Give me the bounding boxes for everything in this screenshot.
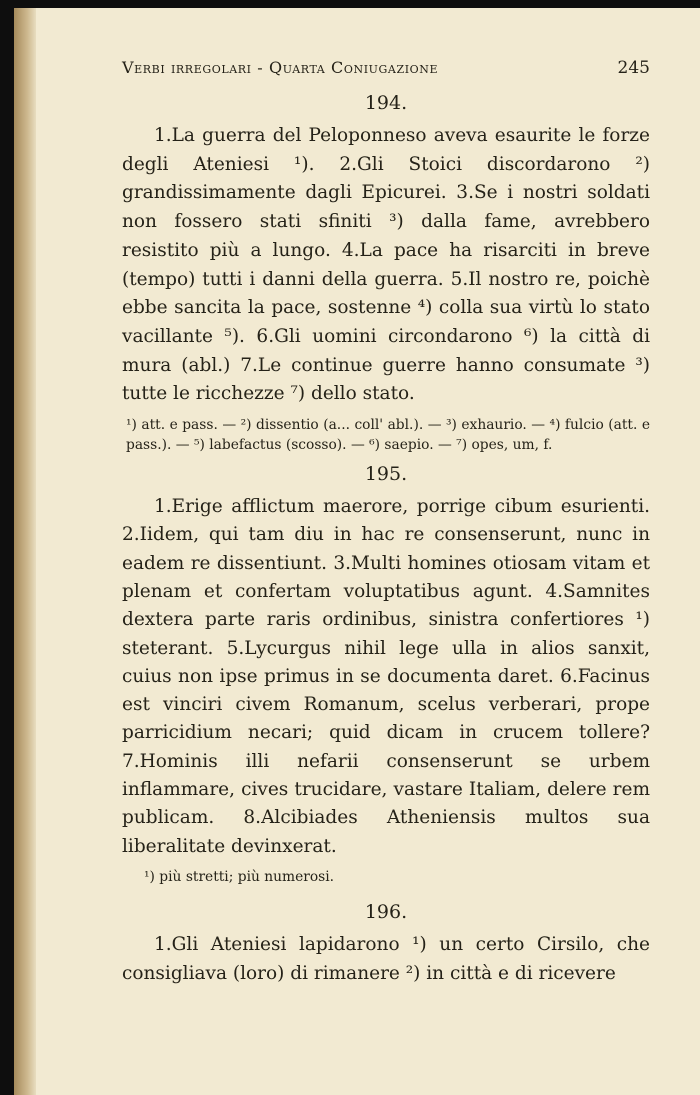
page-content	[122, 58, 650, 988]
exercise-text: 1.La guerra del Peloponneso aveva esaurite le forze degli Ateniesi ¹). 2.Gli Stoici discordarono ²) grandissimamente dagli Epicurei. 3.Se i nostri soldati non fossero stati sfiniti ³) dalla fame, avrebbero resistito più a lungo. 4.La pace ha risarciti in breve (tempo) tutti i danni della guerra. 5.Il nostro re, poichè ebbe sancita la pace, sostenne ⁴) colla sua virtù lo stato vacillante ⁵). 6.Gli uomini circondarono ⁶) la città di mura (abl.) 7.Le continue guerre hanno consumate ³) tutte le ricchezze ⁷) dello stato.	[122, 125, 650, 405]
exercise-number: 195.	[364, 463, 408, 486]
footnotes: ¹) più stretti; più numerosi.	[144, 868, 335, 885]
page-number: 245	[617, 58, 650, 78]
exercise-number: 196.	[364, 900, 408, 923]
page-gutter	[14, 8, 36, 1095]
running-title: Verbi irregolari - Quarta Coniugazione	[122, 58, 439, 77]
book-page	[14, 8, 700, 1095]
exercise-number: 194.	[364, 92, 408, 114]
running-header	[122, 58, 650, 78]
footnotes: ¹) att. e pass. — ²) dissentio (a... coll' abl.). — ³) exhaurio. — ⁴) fulcio (att. e pass.). — ⁵) labefactus (scosso). — ⁶) saepio. — ⁷) opes, um, f.	[126, 417, 650, 454]
exercise-text: 1.Erige afflictum maerore, porrige cibum esurienti. 2.Iidem, qui tam diu in hac re consenserunt, nunc in eadem re dissentiunt. 3.Multi homines otiosam vitam et plenam et confertam voluptatibus agunt. 4.Samnites dextera parte raris ordinibus, sinistra confertiores ¹) steterant. 5.Lycurgus nihil lege ulla in alios sanxit, cuius non ipse primus in se documenta daret. 6.Facinus est vinciri civem Romanum, scelus verberari, prope parricidium necari; quid dicam in crucem tollere? 7.Hominis illi nefarii consenserunt se urbem inflammare, cives trucidare, vastare Italiam, delere rem publicam. 8.Alcibiades Atheniensis multos sua liberalitate devinxerat.	[122, 496, 650, 857]
exercise-text: 1.Gli Ateniesi lapidarono ¹) un certo Cirsilo, che consigliava (loro) di rimanere ²) in città e di ricevere	[122, 933, 650, 984]
